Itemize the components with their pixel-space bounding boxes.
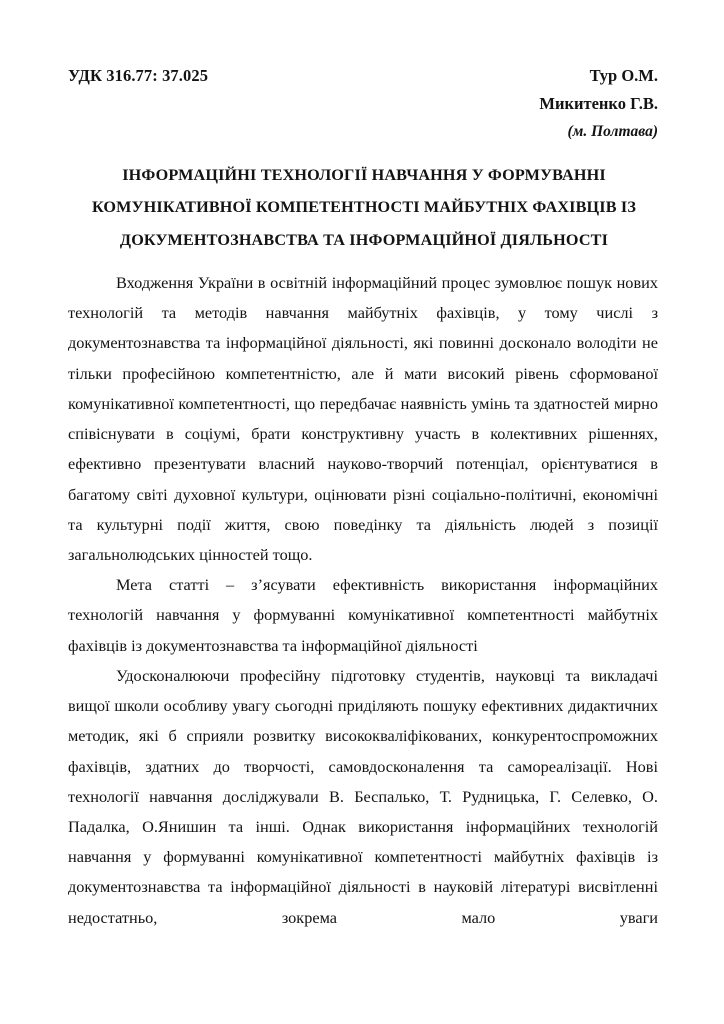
page-title-line-2: КОМУНІКАТИВНОЇ КОМПЕТЕНТНОСТІ МАЙБУТНІХ ФАХІВЦІВ ІЗ: [91, 198, 637, 217]
udk-code: УДК 316.77: 37.025: [68, 66, 209, 85]
author-name-primary: Тур О.М.: [589, 66, 658, 85]
body-paragraph: Мета статті – з’ясувати ефективність використання інформаційних технологій навчання у формуванні комунікативної компетентності майбутніх фахівців із документознавства та інформаційної діяльності: [68, 575, 658, 655]
page-title-line-1: ІНФОРМАЦІЙНІ ТЕХНОЛОГІЇ НАВЧАННЯ У ФОРМУВАННІ: [122, 165, 606, 184]
author-block: [539, 62, 658, 145]
body-paragraph: Удосконалюючи професійну підготовку студентів, науковці та викладачі вищої школи особливу увагу сьогодні приділяють пошуку ефективних дидактичних методик, які б сприяли розвитку висококваліфікованих, конкурентоспроможних фахівців, здатних до творчості, самовдосконалення та самореалізації. Нові технології навчання досліджували В. Беспалько, Т. Рудницька, Г. Селевко, О. Падалка, О.Янишин та інші. Однак використання інформаційних технологій навчання у формуванні комунікативної компетентності майбутніх фахівців із документознавства та інформаційної діяльності в науковій літературі висвітленні недостатньо, зокрема мало уваги: [68, 665, 658, 927]
document-header: [68, 62, 658, 145]
document-body: [68, 268, 658, 933]
header-row: [68, 62, 658, 145]
page-title-line-3: ДОКУМЕНТОЗНАВСТВА ТА ІНФОРМАЦІЙНОЇ ДІЯЛЬНОСТІ: [119, 230, 609, 249]
page-title: [62, 159, 666, 256]
body-paragraph: Входження України в освітній інформаційний процес зумовлює пошук нових технологій та методів навчання майбутніх фахівців, у тому числі з документознавства та інформаційної діяльності, які повинні досконало володіти не тільки професійною компетентністю, але й мати високий рівень сформованої комунікативної компетентності, що передбачає наявність умінь та здатностей мирно співіснувати в соціумі, брати конструктивну участь в колективних рішеннях, ефективно презентувати власний науково-творчий потенціал, орієнтуватися в багатому світі духовної культури, оцінювати різні соціально-політичні, економічні та культурні події життя, свою поведінку та діяльність людей з позиції загальнолюдських цінностей тощо.: [68, 273, 658, 564]
author-name-secondary: Микитенко Г.В.: [539, 94, 658, 114]
author-city: (м. Полтава): [567, 122, 658, 140]
